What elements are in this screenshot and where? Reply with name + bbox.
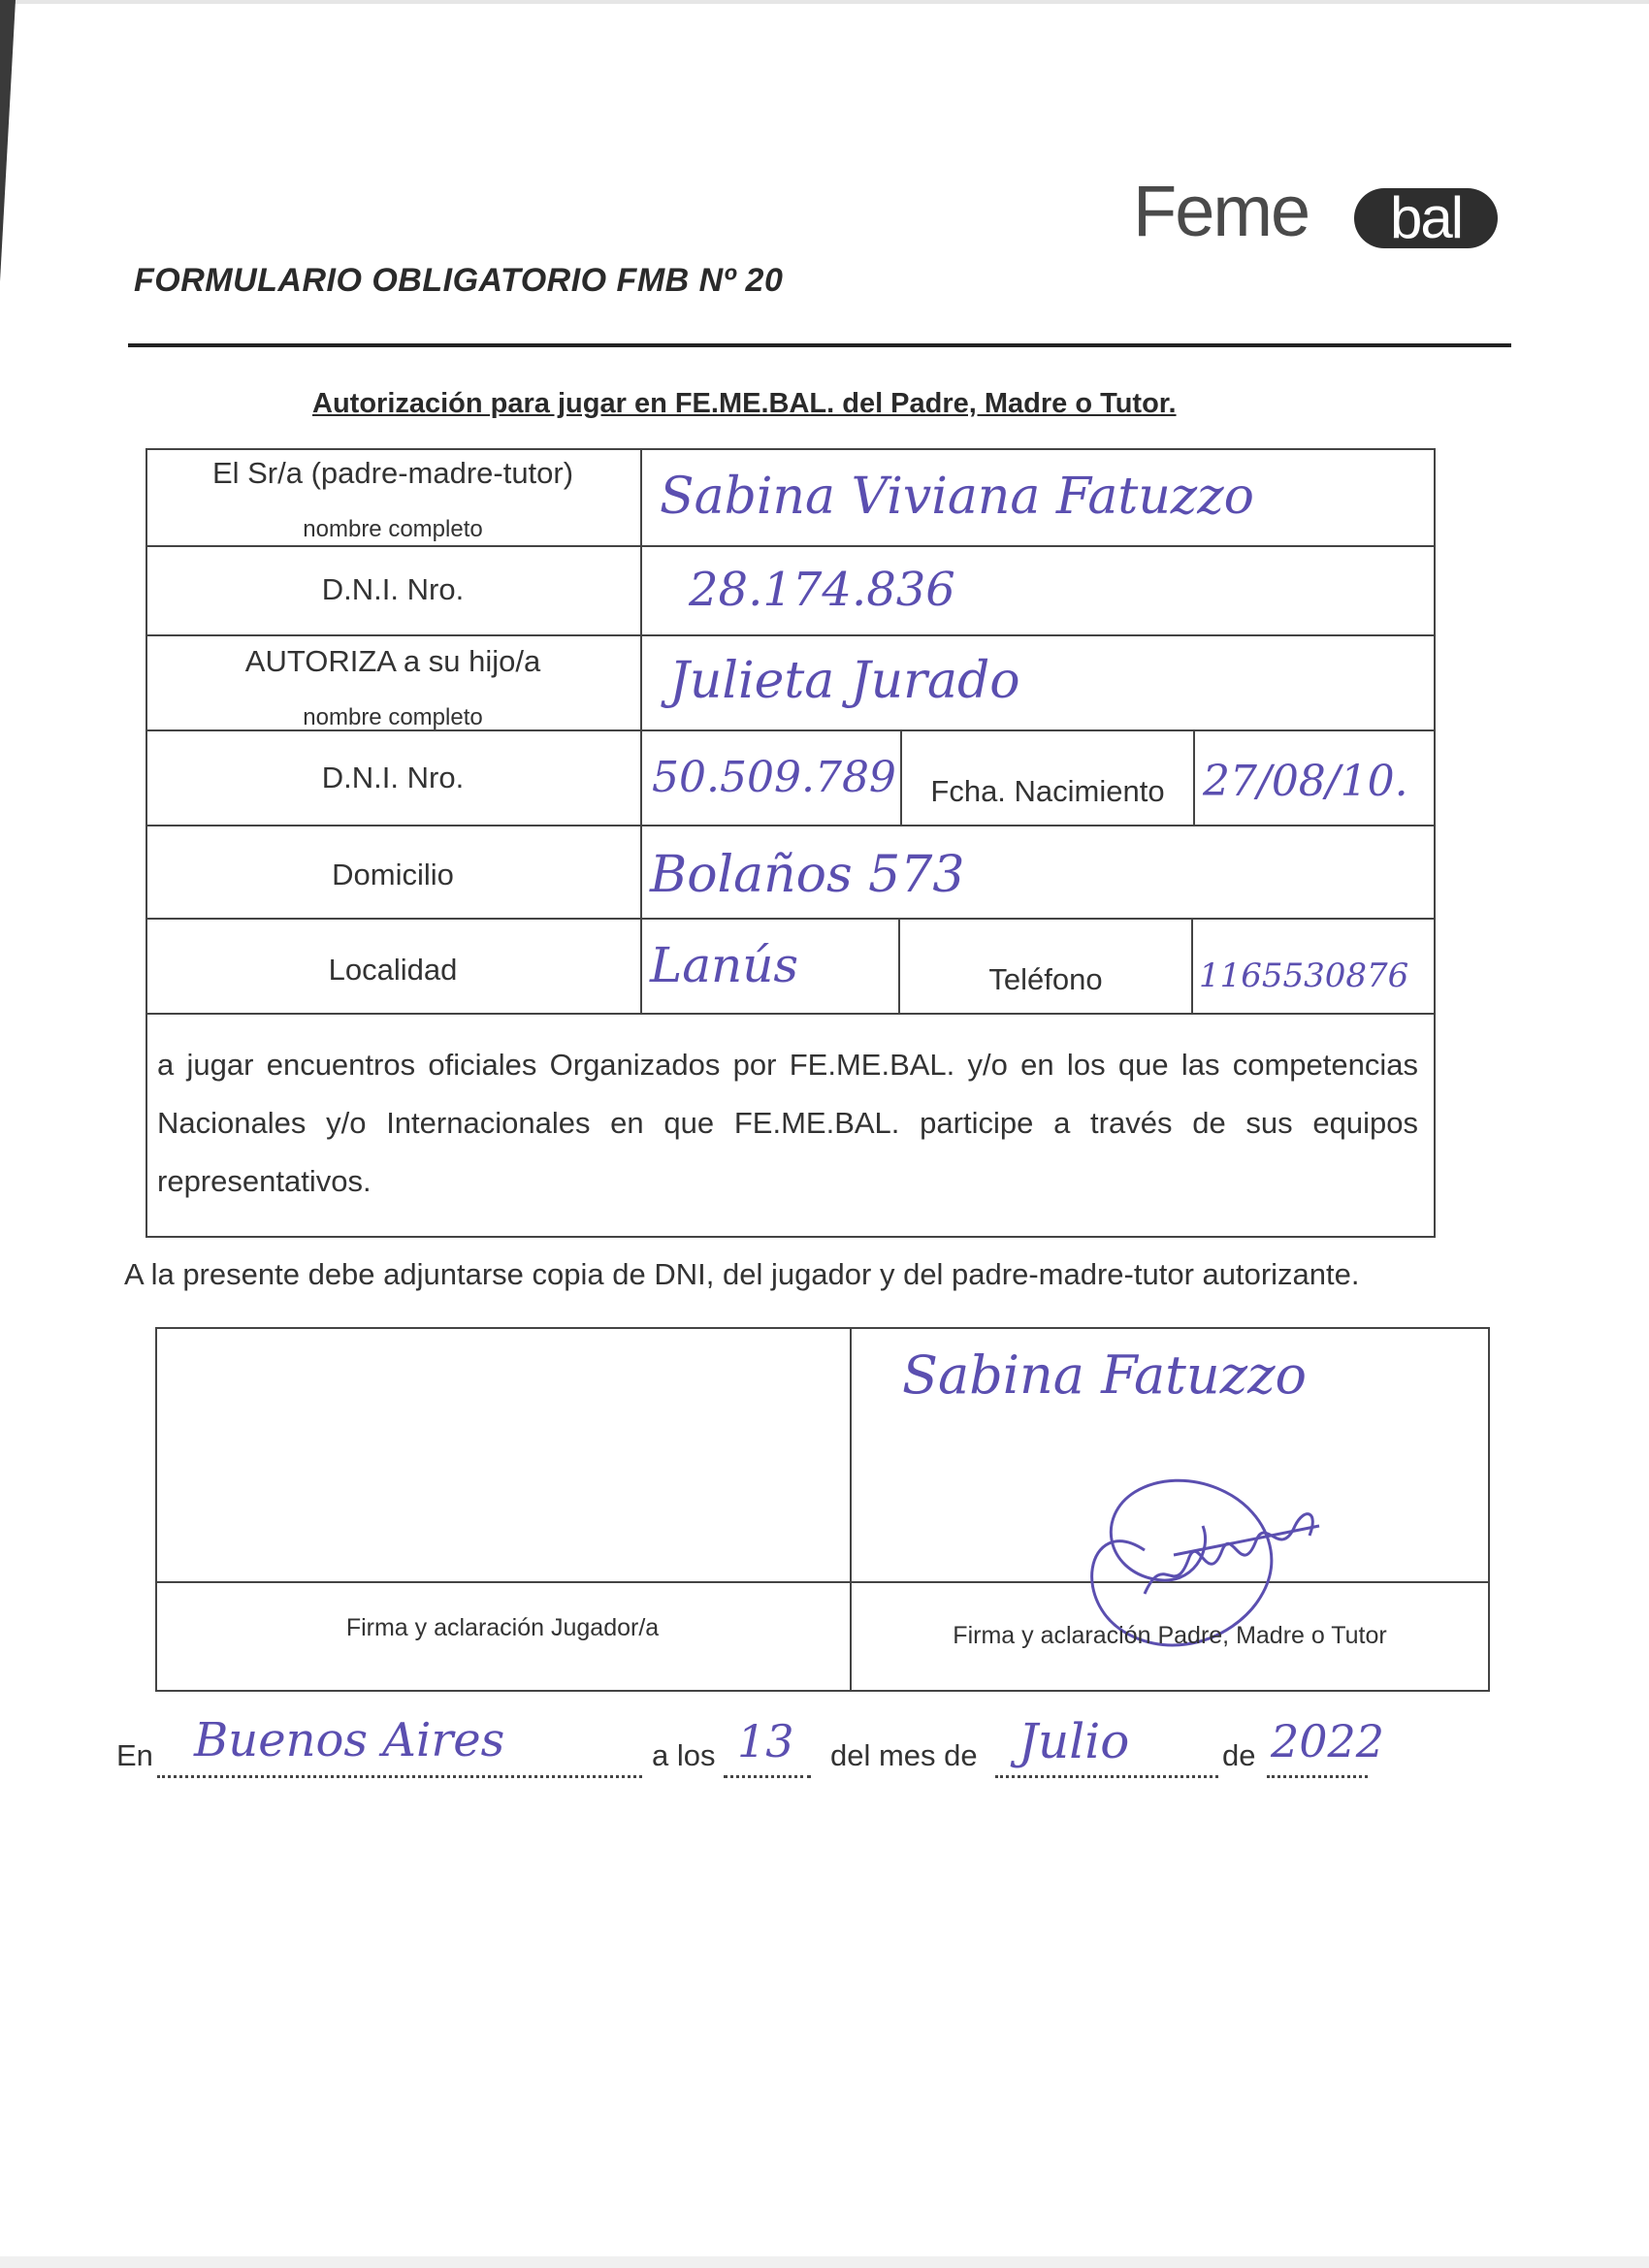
child-dni-label: D.N.I. Nro. — [321, 761, 465, 794]
signature-box-border-right — [1488, 1327, 1490, 1692]
title-rule — [128, 343, 1511, 347]
address-value: Bolaños 573 — [650, 846, 965, 904]
city-value: Buenos Aires — [194, 1713, 505, 1767]
table-border-right — [1434, 448, 1436, 1238]
signature-box-rule — [155, 1690, 1490, 1692]
scan-edge-top — [0, 0, 1649, 4]
phone-label: Teléfono — [988, 962, 1103, 996]
month-value: Julio — [1018, 1713, 1130, 1769]
scan-folded-corner — [0, 0, 16, 281]
birthdate-label: Fcha. Nacimiento — [930, 774, 1165, 808]
day-value: 13 — [737, 1715, 794, 1767]
table-rule — [146, 918, 1436, 920]
femebal-logo — [1133, 167, 1502, 256]
table-rule — [146, 825, 1436, 826]
signature-box-rule — [155, 1327, 1490, 1329]
child-dni-value: 50.509.789 — [652, 753, 896, 802]
phone-value: 1165530876 — [1199, 956, 1409, 995]
scan-edge-bottom — [0, 2256, 1649, 2268]
parent-sublabel: nombre completo — [303, 516, 483, 542]
logo-pill — [1354, 185, 1498, 250]
table-rule — [146, 634, 1436, 636]
de-label: de — [1222, 1738, 1256, 1772]
birthdate-value: 27/08/10. — [1203, 757, 1408, 806]
form-title: FORMULARIO OBLIGATORIO FMB Nº 20 — [134, 262, 784, 299]
place-date-line — [116, 1713, 1416, 1781]
player-signature-label: Firma y aclaración Jugador/a — [345, 1614, 660, 1641]
parent-dni-value: 28.174.836 — [689, 563, 955, 617]
table-column-divider — [1193, 729, 1195, 825]
logo-text-prefix: Feme — [1133, 171, 1310, 251]
table-column-divider — [1191, 918, 1193, 1013]
table-column-divider — [640, 448, 642, 1013]
parent-signature-name: Sabina Fatuzzo — [902, 1345, 1308, 1406]
form-subtitle: Autorización para jugar en FE.ME.BAL. del Padre, Madre o Tutor. — [312, 388, 1177, 419]
table-rule — [146, 448, 1436, 450]
del-mes-de-label: del mes de — [830, 1738, 978, 1772]
parent-label: El Sr/a (padre-madre-tutor) — [211, 456, 574, 490]
attachment-note: A la presente debe adjuntarse copia de DNI, del jugador y del padre-madre-tutor autorizante. — [124, 1257, 1360, 1291]
authorization-paragraph: a jugar encuentros oficiales Organizados por FE.ME.BAL. y/o en los que las competencias Nacionales y/o Internacionales en que FE.ME.BAL. participe a través de sus equipos representativos. — [157, 1048, 1418, 1198]
address-label: Domicilio — [332, 858, 454, 891]
table-rule — [146, 545, 1436, 547]
table-border-left — [146, 448, 147, 1238]
en-label: En — [116, 1738, 153, 1772]
parent-signature-label: Firma y aclaración Padre, Madre o Tutor — [953, 1622, 1387, 1649]
parent-name-value: Sabina Viviana Fatuzzo — [660, 468, 1254, 526]
logo-pill-text: bal — [1389, 185, 1463, 250]
year-value: 2022 — [1271, 1715, 1385, 1767]
locality-value: Lanús — [650, 937, 799, 993]
table-rule — [146, 1236, 1436, 1238]
a-los-label: a los — [652, 1738, 716, 1772]
locality-label: Localidad — [328, 953, 458, 987]
child-sublabel: nombre completo — [303, 704, 483, 730]
child-name-value: Julieta Jurado — [669, 652, 1020, 710]
table-rule — [146, 1013, 1436, 1015]
child-label: AUTORIZA a su hijo/a — [244, 644, 541, 678]
parent-dni-label: D.N.I. Nro. — [321, 572, 465, 606]
signature-box — [155, 1327, 1490, 1692]
